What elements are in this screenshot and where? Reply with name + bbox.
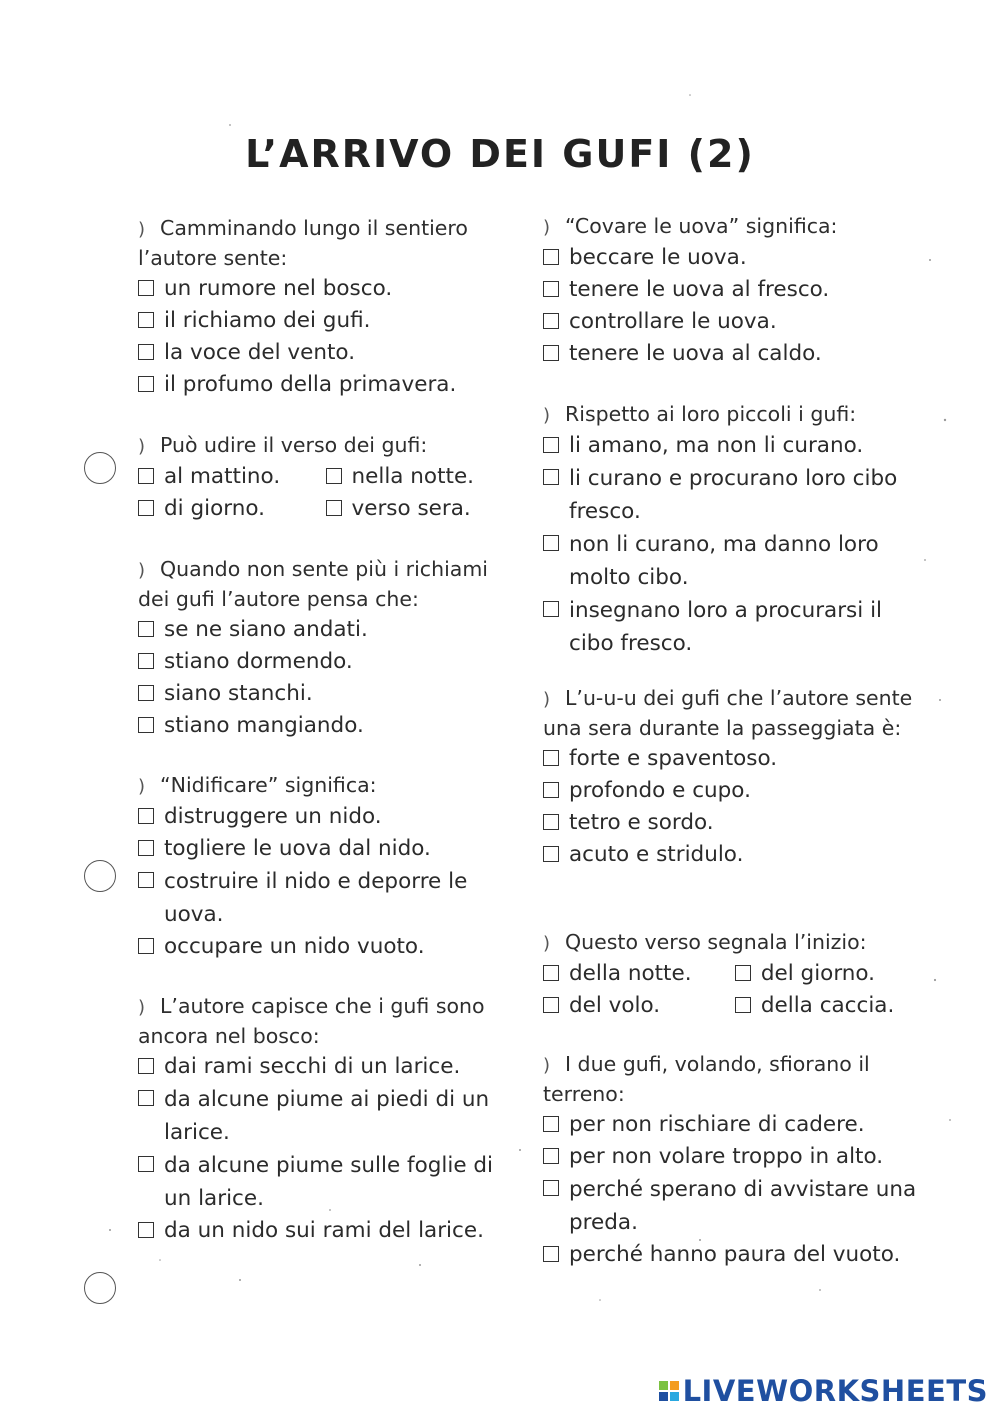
answer-option[interactable]: stiano dormendo. [138,646,513,678]
answer-option[interactable]: li amano, ma non li curano. [543,430,918,462]
question-block [543,684,918,871]
answer-option[interactable]: al mattino. [138,461,326,493]
checkbox[interactable] [543,1246,559,1262]
question-text: ) Quando non sente più i richiami dei gufi l’autore pensa che: [138,557,488,611]
checkbox[interactable] [138,1090,154,1106]
question-text: ) “Covare le uova” significa: [543,212,918,242]
answer-option[interactable]: da alcune piume ai piedi di un larice. [138,1083,513,1149]
question-text: ) Questo verso segnala l’inizio: [543,928,918,958]
question-block [138,555,513,742]
checkbox[interactable] [543,846,559,862]
checkbox[interactable] [735,997,751,1013]
checkbox[interactable] [138,1156,154,1172]
answer-option[interactable]: tetro e sordo. [543,807,918,839]
answer-option[interactable]: da un nido sui rami del larice. [138,1215,513,1247]
checkbox[interactable] [543,1180,559,1196]
checkbox[interactable] [543,1148,559,1164]
answer-option[interactable]: nella notte. [326,461,514,493]
question-text: ) Rispetto ai loro piccoli i gufi: [543,400,918,430]
question-text: ) L’u-u-u dei gufi che l’autore sente una sera durante la passeggiata è: [543,686,913,740]
checkbox[interactable] [543,535,559,551]
answer-option[interactable]: controllare le uova. [543,306,918,338]
answer-option[interactable]: del giorno. [735,958,918,990]
bullet-icon: ) [543,933,551,954]
answer-option[interactable]: distruggere un nido. [138,801,513,833]
checkbox[interactable] [543,965,559,981]
logo-text: LIVEWORKSHEETS [682,1374,988,1408]
checkbox[interactable] [543,750,559,766]
checkbox[interactable] [138,344,154,360]
checkbox[interactable] [543,281,559,297]
bullet-icon: ) [138,776,146,797]
checkbox[interactable] [138,621,154,637]
checkbox[interactable] [543,782,559,798]
checkbox[interactable] [138,500,154,516]
checkbox[interactable] [543,469,559,485]
binder-hole [84,860,116,892]
checkbox[interactable] [735,965,751,981]
answer-option[interactable]: siano stanchi. [138,678,513,710]
checkbox[interactable] [326,468,342,484]
bullet-icon: ) [138,560,146,581]
bullet-icon: ) [138,219,146,240]
checkbox[interactable] [138,808,154,824]
question-block [543,212,918,370]
answer-option[interactable]: della caccia. [735,990,918,1022]
checkbox[interactable] [543,313,559,329]
worksheet-title: L’ARRIVO DEI GUFI (2) [245,132,755,176]
question-block [543,928,918,1022]
checkbox[interactable] [138,685,154,701]
answer-option[interactable]: dai rami secchi di un larice. [138,1051,513,1083]
answer-option[interactable]: il richiamo dei gufi. [138,305,513,337]
checkbox[interactable] [138,717,154,733]
checkbox[interactable] [543,814,559,830]
checkbox[interactable] [138,1058,154,1074]
question-text: ) Può udire il verso dei gufi: [138,431,513,461]
answer-option[interactable]: tenere le uova al fresco. [543,274,918,306]
answer-option[interactable]: del volo. [543,990,735,1022]
answer-option[interactable]: un rumore nel bosco. [138,273,513,305]
checkbox[interactable] [138,1222,154,1238]
answer-option[interactable]: forte e spaventoso. [543,743,918,775]
checkbox[interactable] [543,437,559,453]
checkbox[interactable] [543,1116,559,1132]
binder-hole [84,1272,116,1304]
answer-option[interactable]: per non volare troppo in alto. [543,1141,918,1173]
answer-option[interactable]: insegnano loro a procurarsi il cibo fresco. [543,594,918,660]
answer-option[interactable]: verso sera. [326,493,514,525]
checkbox[interactable] [543,345,559,361]
bullet-icon: ) [543,405,551,426]
liveworksheets-logo [659,1374,988,1408]
answer-option[interactable]: beccare le uova. [543,242,918,274]
answer-option[interactable]: stiano mangiando. [138,710,513,742]
checkbox[interactable] [138,840,154,856]
answer-option[interactable]: perché sperano di avvistare una preda. [543,1173,918,1239]
answer-option[interactable]: della notte. [543,958,735,990]
answer-option[interactable]: occupare un nido vuoto. [138,931,513,963]
answer-option[interactable]: il profumo della primavera. [138,369,513,401]
question-text: ) I due gufi, volando, sfiorano il terreno: [543,1052,870,1106]
question-block [543,1050,918,1271]
answer-option[interactable]: acuto e stridulo. [543,839,918,871]
checkbox[interactable] [543,997,559,1013]
checkbox[interactable] [138,312,154,328]
answer-option[interactable]: per non rischiare di cadere. [543,1109,918,1141]
logo-grid-icon [659,1381,679,1401]
checkbox[interactable] [326,500,342,516]
question-block [138,214,513,401]
answer-option[interactable]: di giorno. [138,493,326,525]
checkbox[interactable] [138,653,154,669]
checkbox[interactable] [138,280,154,296]
answer-option[interactable]: se ne siano andati. [138,614,513,646]
bullet-icon: ) [543,689,551,710]
question-text: ) Camminando lungo il sentiero l’autore sente: [138,216,468,270]
answer-option[interactable]: da alcune piume sulle foglie di un larice. [138,1149,513,1215]
question-block [138,771,513,963]
bullet-icon: ) [138,436,146,457]
checkbox[interactable] [138,872,154,888]
checkbox[interactable] [138,468,154,484]
answer-option[interactable]: costruire il nido e deporre le uova. [138,865,513,931]
question-block [543,400,918,660]
checkbox[interactable] [543,601,559,617]
question-text: ) L’autore capisce che i gufi sono ancora nel bosco: [138,994,485,1048]
answer-option[interactable]: tenere le uova al caldo. [543,338,918,370]
answer-option[interactable]: togliere le uova dal nido. [138,833,513,865]
answer-option[interactable]: perché hanno paura del vuoto. [543,1239,918,1271]
bullet-icon: ) [138,997,146,1018]
bullet-icon: ) [543,217,551,238]
bullet-icon: ) [543,1055,551,1076]
answer-option[interactable]: profondo e cupo. [543,775,918,807]
question-text: ) “Nidificare” significa: [138,771,513,801]
answer-option[interactable]: li curano e procurano loro cibo fresco. [543,462,918,528]
answer-option[interactable]: la voce del vento. [138,337,513,369]
binder-hole [84,452,116,484]
question-block [138,992,513,1247]
answer-option[interactable]: non li curano, ma danno loro molto cibo. [543,528,918,594]
checkbox[interactable] [138,376,154,392]
question-block [138,431,513,525]
checkbox[interactable] [138,938,154,954]
checkbox[interactable] [543,249,559,265]
